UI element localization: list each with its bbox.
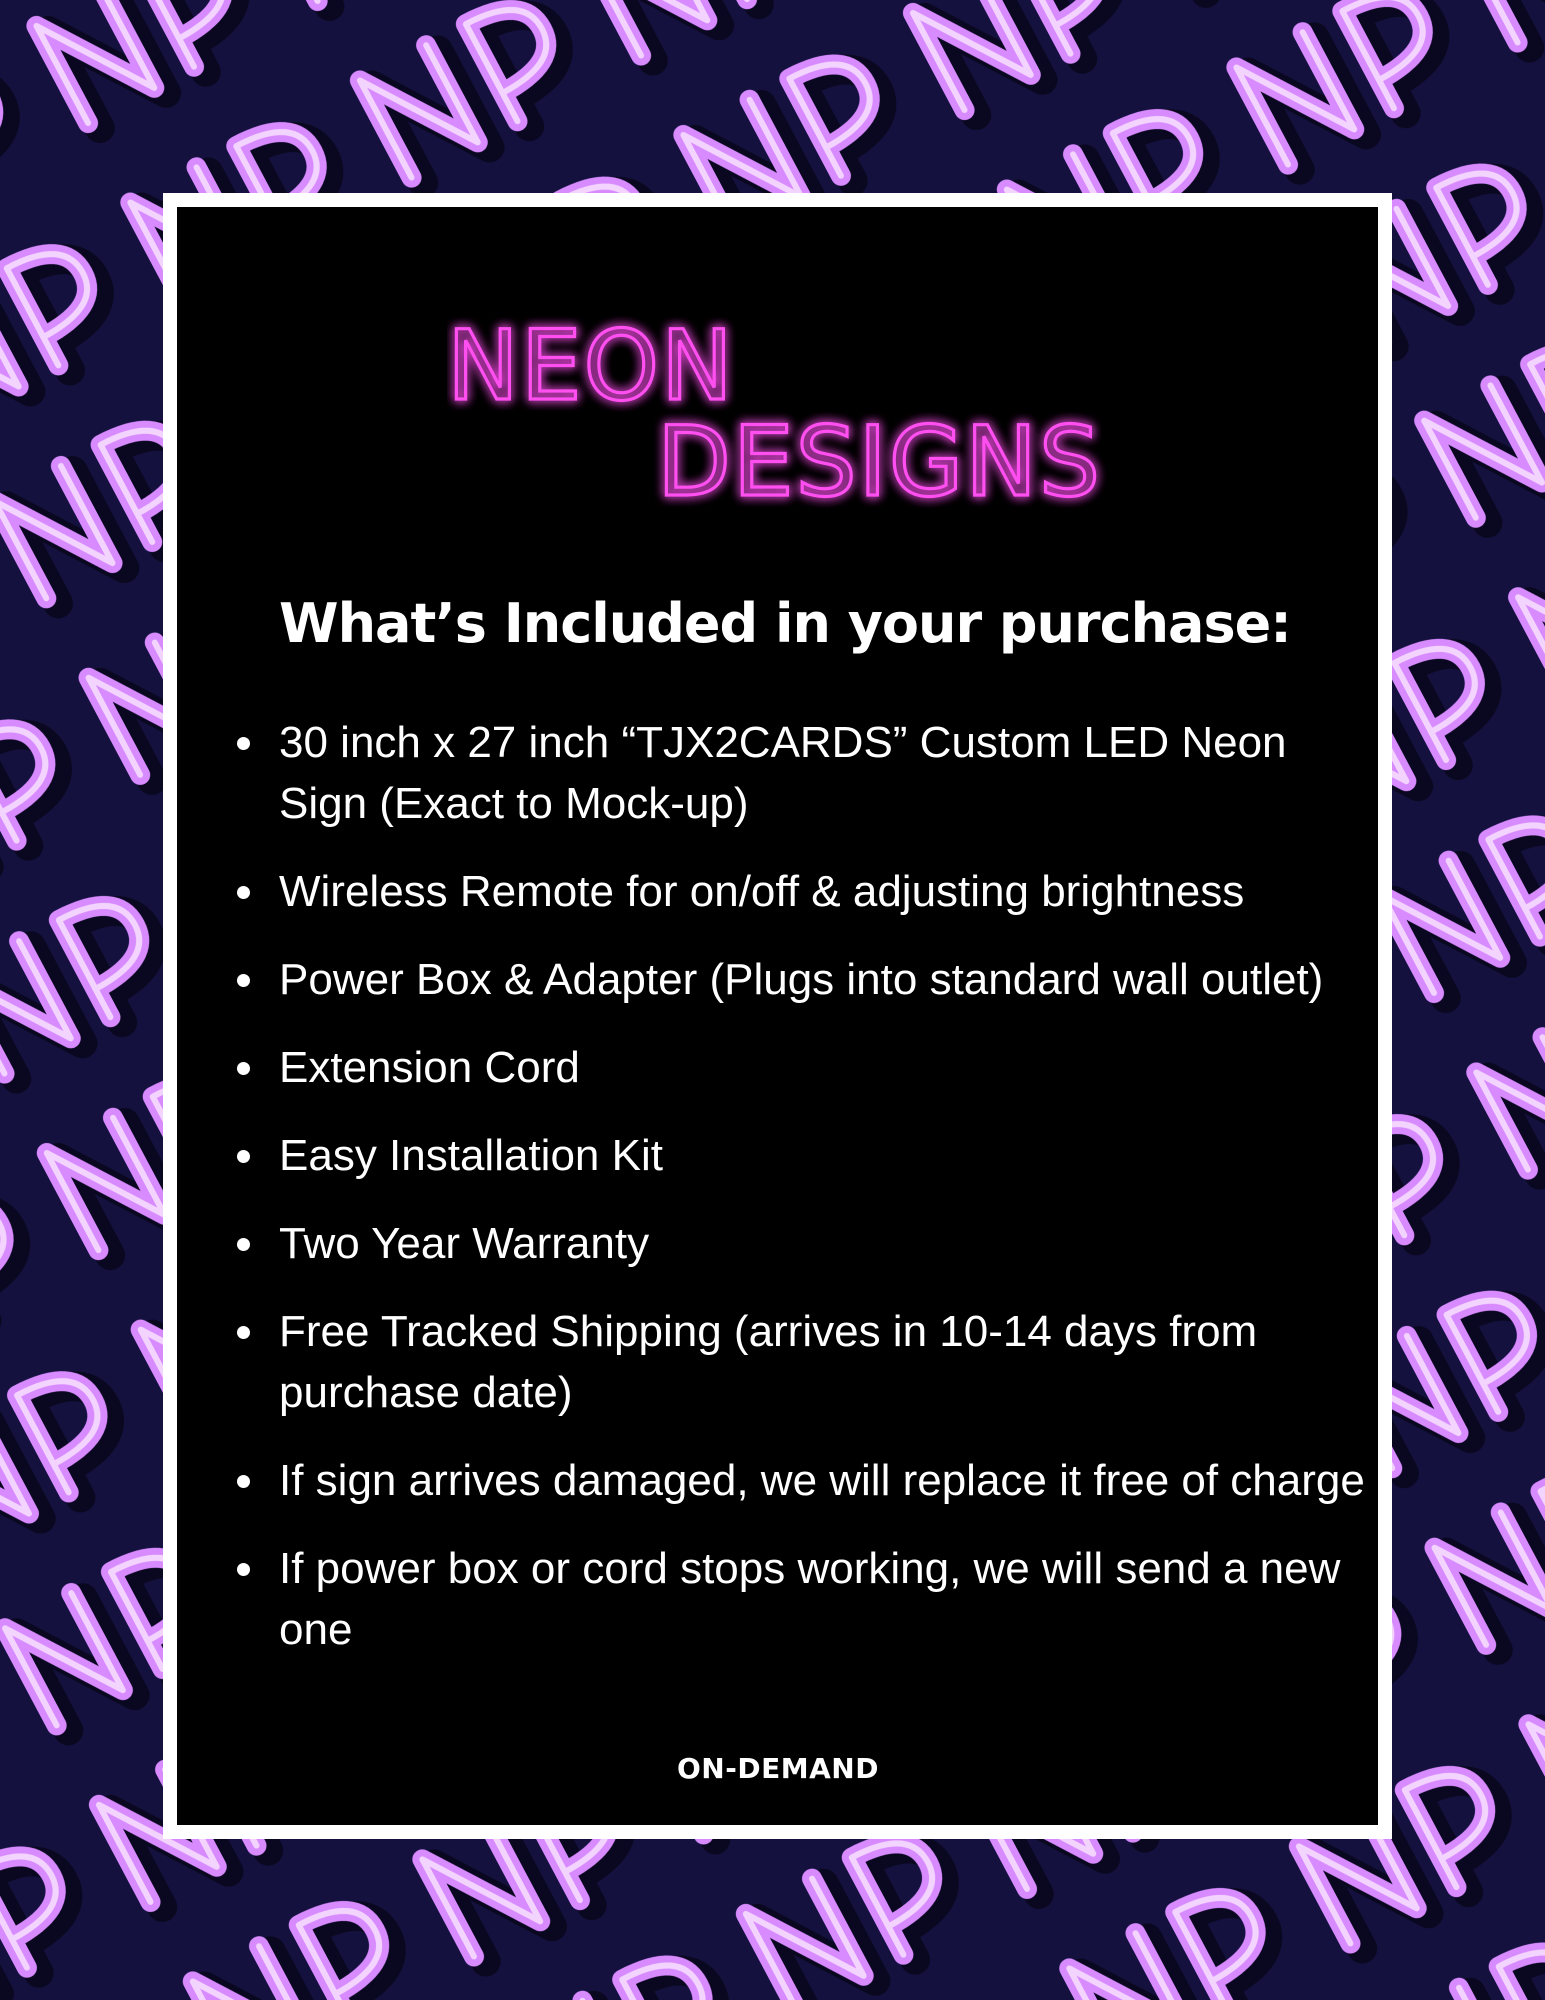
bullet-icon bbox=[237, 1326, 250, 1339]
included-items-list bbox=[279, 712, 1379, 1687]
list-item bbox=[279, 949, 1379, 1010]
list-item bbox=[279, 1538, 1379, 1660]
list-item-text: Wireless Remote for on/off & adjusting brightness bbox=[279, 867, 1245, 916]
bullet-icon bbox=[237, 1238, 250, 1251]
logo-word-neon: NEON bbox=[447, 310, 735, 422]
list-item-text: Free Tracked Shipping (arrives in 10-14 days from purchase date) bbox=[279, 1307, 1258, 1417]
list-item-text: Power Box & Adapter (Plugs into standard wall outlet) bbox=[279, 955, 1324, 1004]
bullet-icon bbox=[237, 737, 250, 750]
list-item-text: 30 inch x 27 inch “TJX2CARDS” Custom LED Neon Sign (Exact to Mock-up) bbox=[279, 718, 1287, 828]
product-info-card bbox=[163, 193, 1392, 1839]
list-item bbox=[279, 1450, 1379, 1511]
bullet-icon bbox=[237, 974, 250, 987]
section-heading: What’s Included in your purchase: bbox=[279, 592, 1291, 655]
bullet-icon bbox=[237, 1150, 250, 1163]
bullet-icon bbox=[237, 1563, 250, 1576]
list-item-text: Easy Installation Kit bbox=[279, 1131, 663, 1180]
list-item-text: Two Year Warranty bbox=[279, 1219, 650, 1268]
list-item-text: Extension Cord bbox=[279, 1043, 580, 1092]
bullet-icon bbox=[237, 1475, 250, 1488]
bullet-icon bbox=[237, 1062, 250, 1075]
list-item bbox=[279, 1037, 1379, 1098]
list-item-text: If power box or cord stops working, we will send a new one bbox=[279, 1544, 1341, 1654]
list-item bbox=[279, 1301, 1379, 1423]
list-item bbox=[279, 1125, 1379, 1186]
logo-word-designs: DESIGNS bbox=[657, 406, 1102, 518]
list-item bbox=[279, 1213, 1379, 1274]
neon-designs-logo bbox=[447, 297, 1347, 547]
list-item-text: If sign arrives damaged, we will replace it free of charge bbox=[279, 1456, 1365, 1505]
bullet-icon bbox=[237, 886, 250, 899]
list-item bbox=[279, 712, 1379, 834]
list-item bbox=[279, 861, 1379, 922]
on-demand-tag: ON-DEMAND bbox=[677, 1752, 879, 1785]
